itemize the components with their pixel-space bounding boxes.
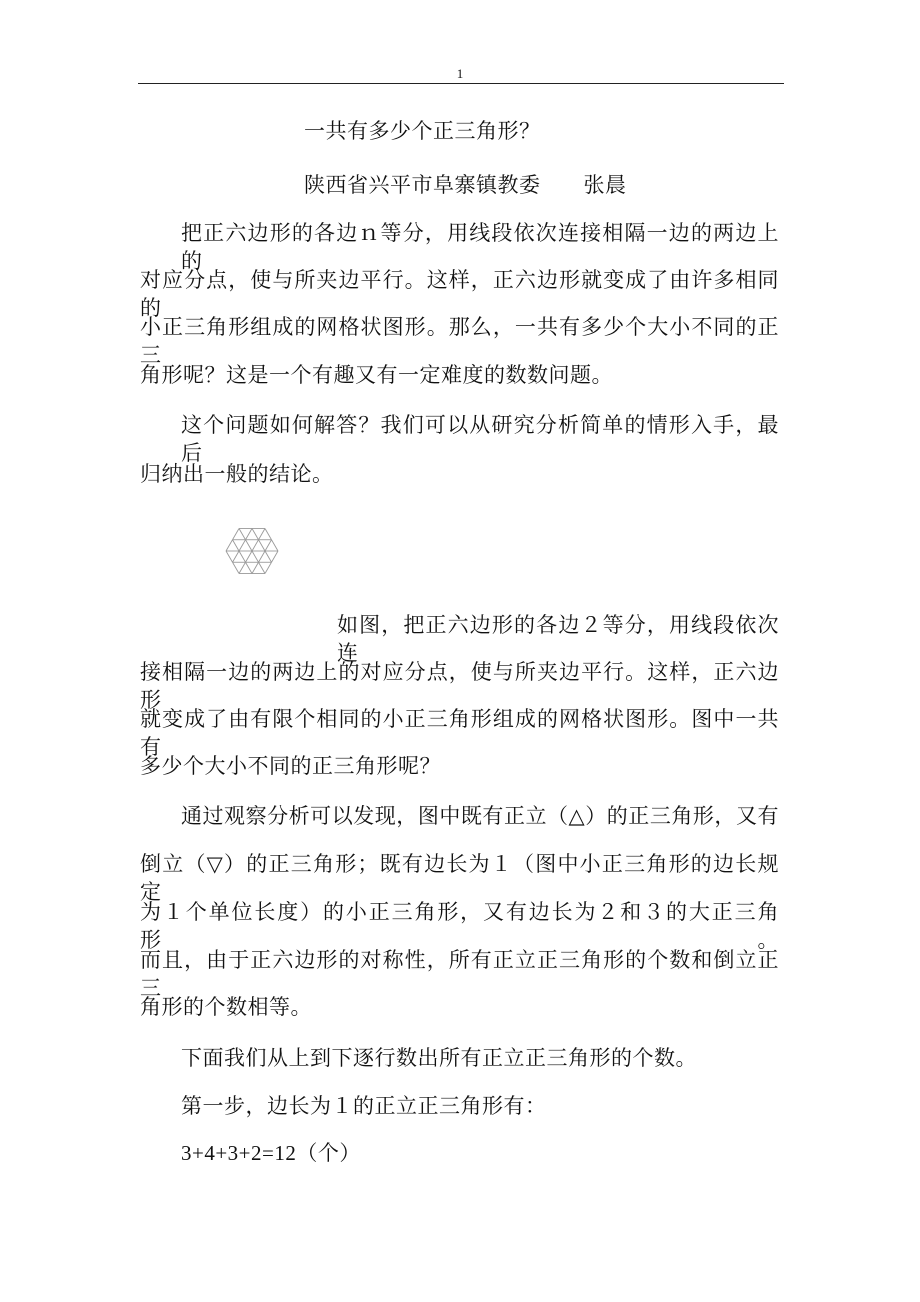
paragraph-line: 角形呢？这是一个有趣又有一定难度的数数问题。 [140, 363, 613, 387]
grid-line [272, 540, 279, 551]
grid-line [246, 562, 253, 573]
paragraph-line: 而且，由于正六边形的对称性，所有正立正三角形的个数和倒立正三 [140, 948, 779, 1000]
author-line: 陕西省兴平市阜寨镇教委 张晨 [304, 173, 627, 197]
paragraph-line: 归纳出一般的结论。 [140, 462, 334, 486]
grid-line [259, 540, 266, 551]
grid-line [259, 562, 266, 573]
hexagon-grid-figure [224, 522, 280, 580]
paragraph-line: 接相隔一边的两边上的对应分点，使与所夹边平行。这样，正六边形 [140, 660, 779, 712]
paragraph-line: 倒立（▽）的正三角形；既有边长为１（图中小正三角形的边长规定 [140, 852, 779, 904]
paragraph-line: 如图，把正六边形的各边２等分，用线段依次连 [337, 613, 779, 665]
grid-line [246, 551, 253, 562]
grid-line [259, 528, 266, 539]
grid-line [233, 540, 240, 551]
formula-line: 3+4+3+2=12（个） [181, 1141, 361, 1165]
grid-line [226, 551, 233, 562]
grid-line [226, 540, 233, 551]
paragraph-line: 小正三角形组成的网格状图形。那么，一共有多少个大小不同的正三 [140, 315, 779, 367]
page-number: 1 [456, 66, 464, 81]
article-title: 一共有多少个正三角形？ [304, 119, 541, 143]
grid-line [233, 551, 240, 562]
paragraph-line: 多少个大小不同的正三角形呢？ [140, 754, 441, 778]
grid-line [239, 540, 246, 551]
grid-line [239, 528, 246, 539]
grid-line [272, 551, 279, 562]
paragraph-line: 把正六边形的各边ｎ等分，用线段依次连接相隔一边的两边上的 [181, 221, 779, 273]
paragraph-line: 第一步，边长为１的正立正三角形有： [181, 1094, 547, 1118]
paragraph-line: 通过观察分析可以发现，图中既有正立（△）的正三角形，又有 [181, 804, 779, 828]
paragraph-line: 下面我们从上到下逐行数出所有正立正三角形的个数。 [181, 1046, 697, 1070]
paragraph-line: 就变成了由有限个相同的小正三角形组成的网格状图形。图中一共有 [140, 707, 779, 759]
paragraph-line: 这个问题如何解答？我们可以从研究分析简单的情形入手，最后 [181, 413, 779, 465]
grid-line [252, 528, 259, 539]
paragraph-line: 为１个单位长度）的小正三角形，又有边长为２和３的大正三角形。 [140, 900, 779, 952]
grid-line [265, 562, 272, 573]
grid-line [259, 551, 266, 562]
grid-line [252, 562, 259, 573]
grid-line [239, 562, 246, 573]
grid-line [233, 562, 240, 573]
grid-line [252, 540, 259, 551]
grid-line [265, 540, 272, 551]
grid-line [239, 551, 246, 562]
grid-line [246, 540, 253, 551]
grid-line [265, 551, 272, 562]
header-rule [138, 83, 784, 84]
grid-line [233, 528, 240, 539]
paragraph-line: 对应分点，使与所夹边平行。这样，正六边形就变成了由许多相同的 [140, 268, 779, 320]
grid-line [246, 528, 253, 539]
grid-line [265, 528, 272, 539]
grid-line [252, 551, 259, 562]
paragraph-line: 角形的个数相等。 [140, 995, 312, 1019]
